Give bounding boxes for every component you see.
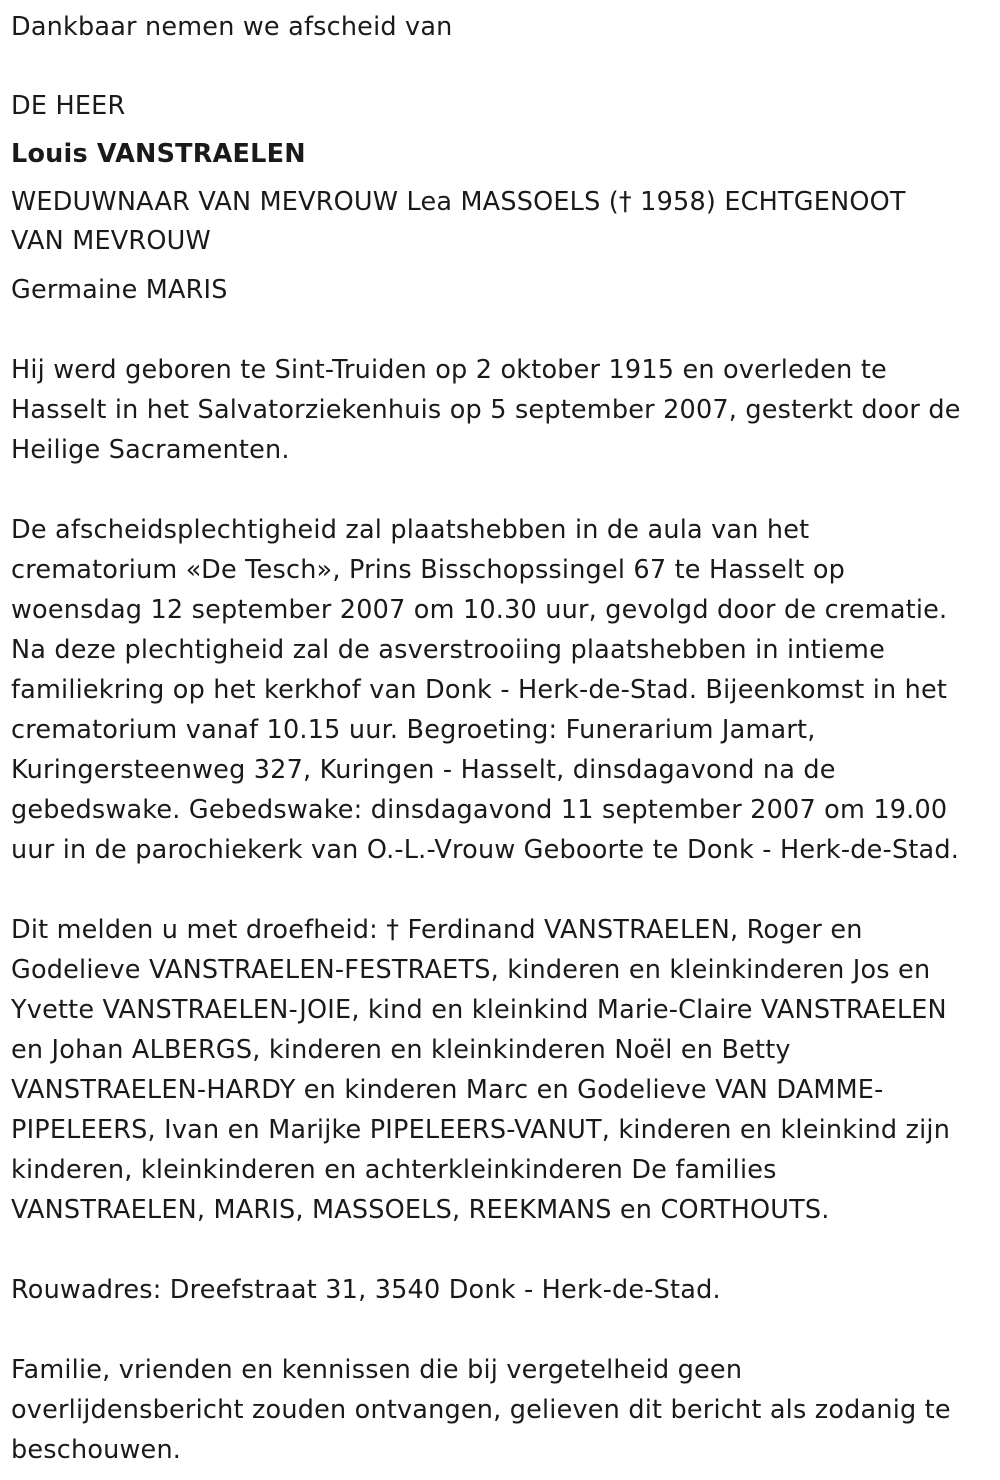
paragraph-line: beschouwen. <box>11 1435 182 1465</box>
paragraph-line: Heilige Sacramenten. <box>11 435 290 465</box>
paragraph-line: en Johan ALBERGS, kinderen en kleinkinderen Noël en Betty <box>11 1035 791 1065</box>
paragraph-line: kinderen, kleinkinderen en achterkleinkinderen De families <box>11 1155 777 1185</box>
paragraph-line: Na deze plechtigheid zal de asverstrooiing plaatshebben in intieme <box>11 635 885 665</box>
mourning-address: Rouwadres: Dreefstraat 31, 3540 Donk - Herk-de-Stad. <box>11 1275 721 1305</box>
paragraph-line: PIPELEERS, Ivan en Marijke PIPELEERS-VANUT, kinderen en kleinkind zijn <box>11 1115 951 1145</box>
paragraph-line: familiekring op het kerkhof van Donk - Herk-de-Stad. Bijeenkomst in het <box>11 675 948 705</box>
paragraph-line: Yvette VANSTRAELEN-JOIE, kind en kleinkind Marie-Claire VANSTRAELEN <box>11 995 947 1025</box>
paragraph-line: Dit melden u met droefheid: † Ferdinand VANSTRAELEN, Roger en <box>11 915 863 945</box>
honorific: DE HEER <box>11 91 126 121</box>
paragraph-line: gebedswake. Gebedswake: dinsdagavond 11 september 2007 om 19.00 <box>11 795 948 825</box>
paragraph-line: crematorium vanaf 10.15 uur. Begroeting: Funerarium Jamart, <box>11 715 816 745</box>
deceased-name: Louis VANSTRAELEN <box>11 139 306 169</box>
paragraph-line: Familie, vrienden en kennissen die bij vergetelheid geen <box>11 1355 743 1385</box>
paragraph-line: Hij werd geboren te Sint-Truiden op 2 oktober 1915 en overleden te <box>11 355 887 385</box>
paragraph-line: uur in de parochiekerk van O.-L.-Vrouw Geboorte te Donk - Herk-de-Stad. <box>11 835 960 865</box>
paragraph-line: VANSTRAELEN-HARDY en kinderen Marc en Godelieve VAN DAMME- <box>11 1075 884 1105</box>
paragraph-line: overlijdensbericht zouden ontvangen, gelieven dit bericht als zodanig te <box>11 1395 951 1425</box>
paragraph-line: VANSTRAELEN, MARIS, MASSOELS, REEKMANS en CORTHOUTS. <box>11 1195 830 1225</box>
paragraph-line: Kuringersteenweg 327, Kuringen - Hasselt, dinsdagavond na de <box>11 755 836 785</box>
paragraph-line: crematorium «De Tesch», Prins Bisschopssingel 67 te Hasselt op <box>11 555 846 585</box>
paragraph-line: woensdag 12 september 2007 om 10.30 uur, gevolgd door de crematie. <box>11 595 948 625</box>
spouse-name: Germaine MARIS <box>11 275 228 305</box>
relation-line-1: WEDUWNAAR VAN MEVROUW Lea MASSOELS († 1958) ECHTGENOOT <box>11 187 906 217</box>
paragraph-line: De afscheidsplechtigheid zal plaatshebben in de aula van het <box>11 515 810 545</box>
intro-text: Dankbaar nemen we afscheid van <box>11 12 453 42</box>
relation-line-2: VAN MEVROUW <box>11 226 211 256</box>
paragraph-line: Hasselt in het Salvatorziekenhuis op 5 september 2007, gesterkt door de <box>11 395 961 425</box>
paragraph-line: Godelieve VANSTRAELEN-FESTRAETS, kinderen en kleinkinderen Jos en <box>11 955 931 985</box>
